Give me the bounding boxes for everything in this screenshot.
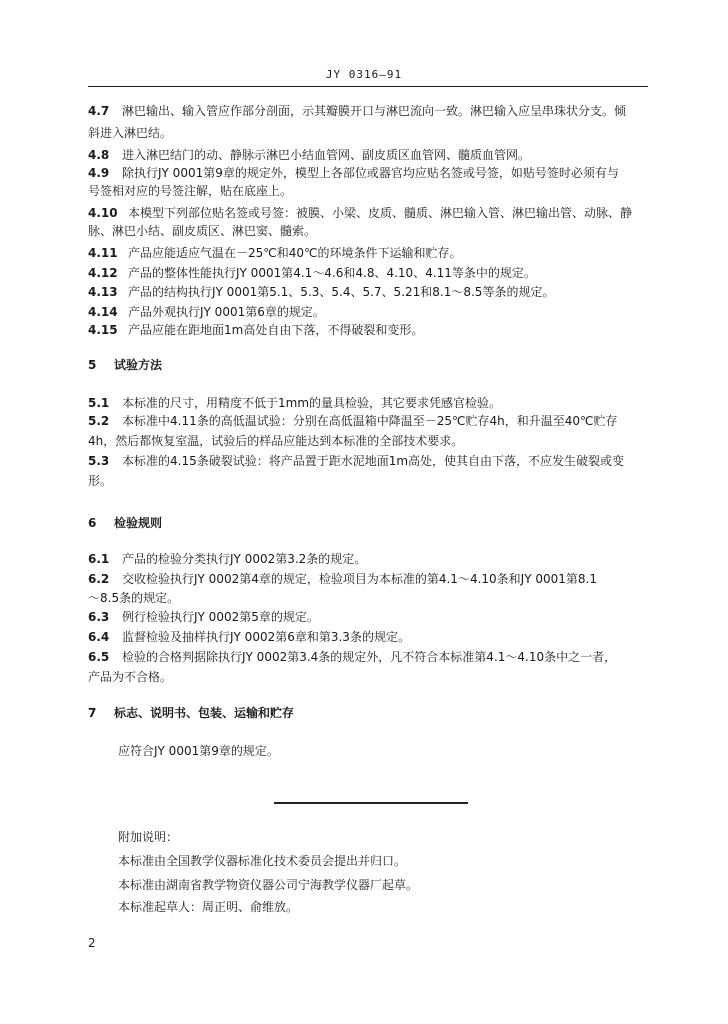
page-number: 2 — [88, 936, 96, 950]
clause-line — [88, 394, 501, 412]
clause-text: 试验方法 — [114, 358, 163, 372]
header-divider — [88, 86, 648, 87]
appendix-line: 本标准起草人：周正明、俞维放。 — [118, 900, 299, 914]
clause-text: ～8.5条的规定。 — [88, 591, 180, 605]
clause-line — [88, 452, 624, 470]
section-heading — [88, 514, 162, 532]
clause-text: 产品的整体性能执行JY 0001第4.1～4.6和4.8、4.10、4.11等条中的规定。 — [128, 266, 536, 280]
clause-number: 6.3 — [88, 610, 110, 624]
clause-number: 6 — [88, 516, 97, 530]
standard-code-header: JY 0316—91 — [325, 68, 403, 81]
clause-number: 4.7 — [88, 104, 110, 118]
clause-line — [88, 164, 619, 182]
clause-line — [88, 303, 325, 321]
clause-line — [88, 102, 626, 120]
clause-number: 4.9 — [88, 166, 110, 180]
clause-line — [88, 264, 536, 282]
clause-number: 6.1 — [88, 552, 110, 566]
clause-number: 5.3 — [88, 454, 110, 468]
clause-line — [88, 321, 423, 339]
clause-line — [88, 182, 292, 200]
clause-text: 斜进入淋巴结。 — [88, 126, 173, 140]
clause-text: 号签相对应的号签注解，贴在底座上。 — [88, 184, 293, 198]
clause-text: 产品的检验分类执行JY 0002第3.2条的规定。 — [122, 552, 367, 566]
clause-line — [88, 668, 172, 686]
clause-text: 检验规则 — [114, 516, 163, 530]
clause-line — [88, 628, 410, 646]
clause-text: 检验的合格判据除执行JY 0002第3.4条的规定外，凡不符合本标准第4.1～4.10条中之一者， — [122, 650, 617, 664]
clause-number: 5.2 — [88, 414, 110, 428]
clause-line — [88, 412, 617, 430]
clause-number: 5 — [88, 358, 97, 372]
clause-line — [88, 589, 179, 607]
appendix-divider — [274, 802, 468, 804]
clause-text: 产品的结构执行JY 0001第5.1、5.3、5.4、5.7、5.21和8.1～8.5等条的规定。 — [128, 285, 555, 299]
clause-text: 产品外观执行JY 0001第6章的规定。 — [128, 305, 325, 319]
clause-text: 本标准的尺寸，用精度不低于1mm的量具检验，其它要求凭感官检验。 — [122, 396, 502, 410]
clause-line — [88, 432, 463, 450]
clause-text: 监督检验及抽样执行JY 0002第6章和第3.3条的规定。 — [122, 630, 410, 644]
clause-text: 本标准中4.11条的高低温试验：分别在高低温箱中降温至－25℃贮存4h，和升温至40℃贮存 — [122, 414, 618, 428]
clause-text: 交收检验执行JY 0002第4章的规定，检验项目为本标准的第4.1～4.10条和JY 0001第8.1 — [122, 572, 597, 586]
clause-text: 4h，然后都恢复室温，试验后的样品应能达到本标准的全部技术要求。 — [88, 434, 464, 448]
clause-line — [88, 244, 462, 262]
clause-line — [88, 550, 366, 568]
clause-number: 4.11 — [88, 246, 118, 260]
section-heading — [88, 704, 294, 722]
clause-number: 6.4 — [88, 630, 110, 644]
clause-line — [88, 146, 530, 164]
section-heading — [88, 356, 162, 374]
clause-number: 7 — [88, 706, 97, 720]
clause-number: 5.1 — [88, 396, 110, 410]
clause-text: 脉、淋巴小结、副皮质区、淋巴窦、髓索。 — [88, 224, 317, 238]
clause-text: 标志、说明书、包装、运输和贮存 — [114, 706, 295, 720]
appendix-title: 附加说明： — [118, 830, 179, 844]
clause-line — [88, 648, 616, 666]
clause-text: 产品为不合格。 — [88, 670, 173, 684]
clause-number: 4.12 — [88, 266, 118, 280]
clause-number: 4.13 — [88, 285, 118, 299]
clause-text: 淋巴输出、输入管应作部分剖面，示其瓣膜开口与淋巴流向一致。淋巴输入应呈串珠状分支。倾 — [122, 104, 627, 118]
clause-number: 4.8 — [88, 148, 110, 162]
appendix-line: 本标准由全国教学仪器标准化技术委员会提出并归口。 — [118, 854, 407, 868]
clause-line — [88, 570, 597, 588]
clause-number: 6.2 — [88, 572, 110, 586]
clause-line — [88, 608, 319, 626]
clause-line — [88, 472, 112, 490]
clause-line — [88, 124, 172, 142]
clause-text: 本标准的4.15条破裂试验：将产品置于距水泥地面1m高处，使其自由下落，不应发生破裂或变 — [122, 454, 625, 468]
clause-text: 产品应能在距地面1m高处自由下落，不得破裂和变形。 — [128, 323, 424, 337]
clause-line — [88, 222, 316, 240]
appendix-line: 本标准由湖南省教学物资仪器公司宁海教学仪器厂起草。 — [118, 878, 419, 892]
clause-line — [88, 204, 632, 222]
clause-text: 产品应能适应气温在－25℃和40℃的环境条件下运输和贮存。 — [128, 246, 462, 260]
clause-text: 形。 — [88, 474, 113, 488]
clause-text: 本模型下列部位贴名签或号签：被膜、小梁、皮质、髓质、淋巴输入管、淋巴输出管、动脉、静 — [128, 206, 633, 220]
clause-number: 6.5 — [88, 650, 110, 664]
clause-line — [88, 283, 554, 301]
clause-number: 4.10 — [88, 206, 118, 220]
clause-text: 进入淋巴结门的动、静脉示淋巴小结血管网、副皮质区血管网、髓质血管网。 — [122, 148, 531, 162]
clause-text: 应符合JY 0001第9章的规定。 — [118, 744, 279, 758]
clause-text: 例行检验执行JY 0002第5章的规定。 — [122, 610, 319, 624]
clause-line — [118, 742, 279, 760]
clause-text: 除执行JY 0001第9章的规定外，模型上各部位或器官均应贴名签或号签，如贴号签时必须有与 — [122, 166, 619, 180]
clause-number: 4.14 — [88, 305, 118, 319]
clause-number: 4.15 — [88, 323, 118, 337]
